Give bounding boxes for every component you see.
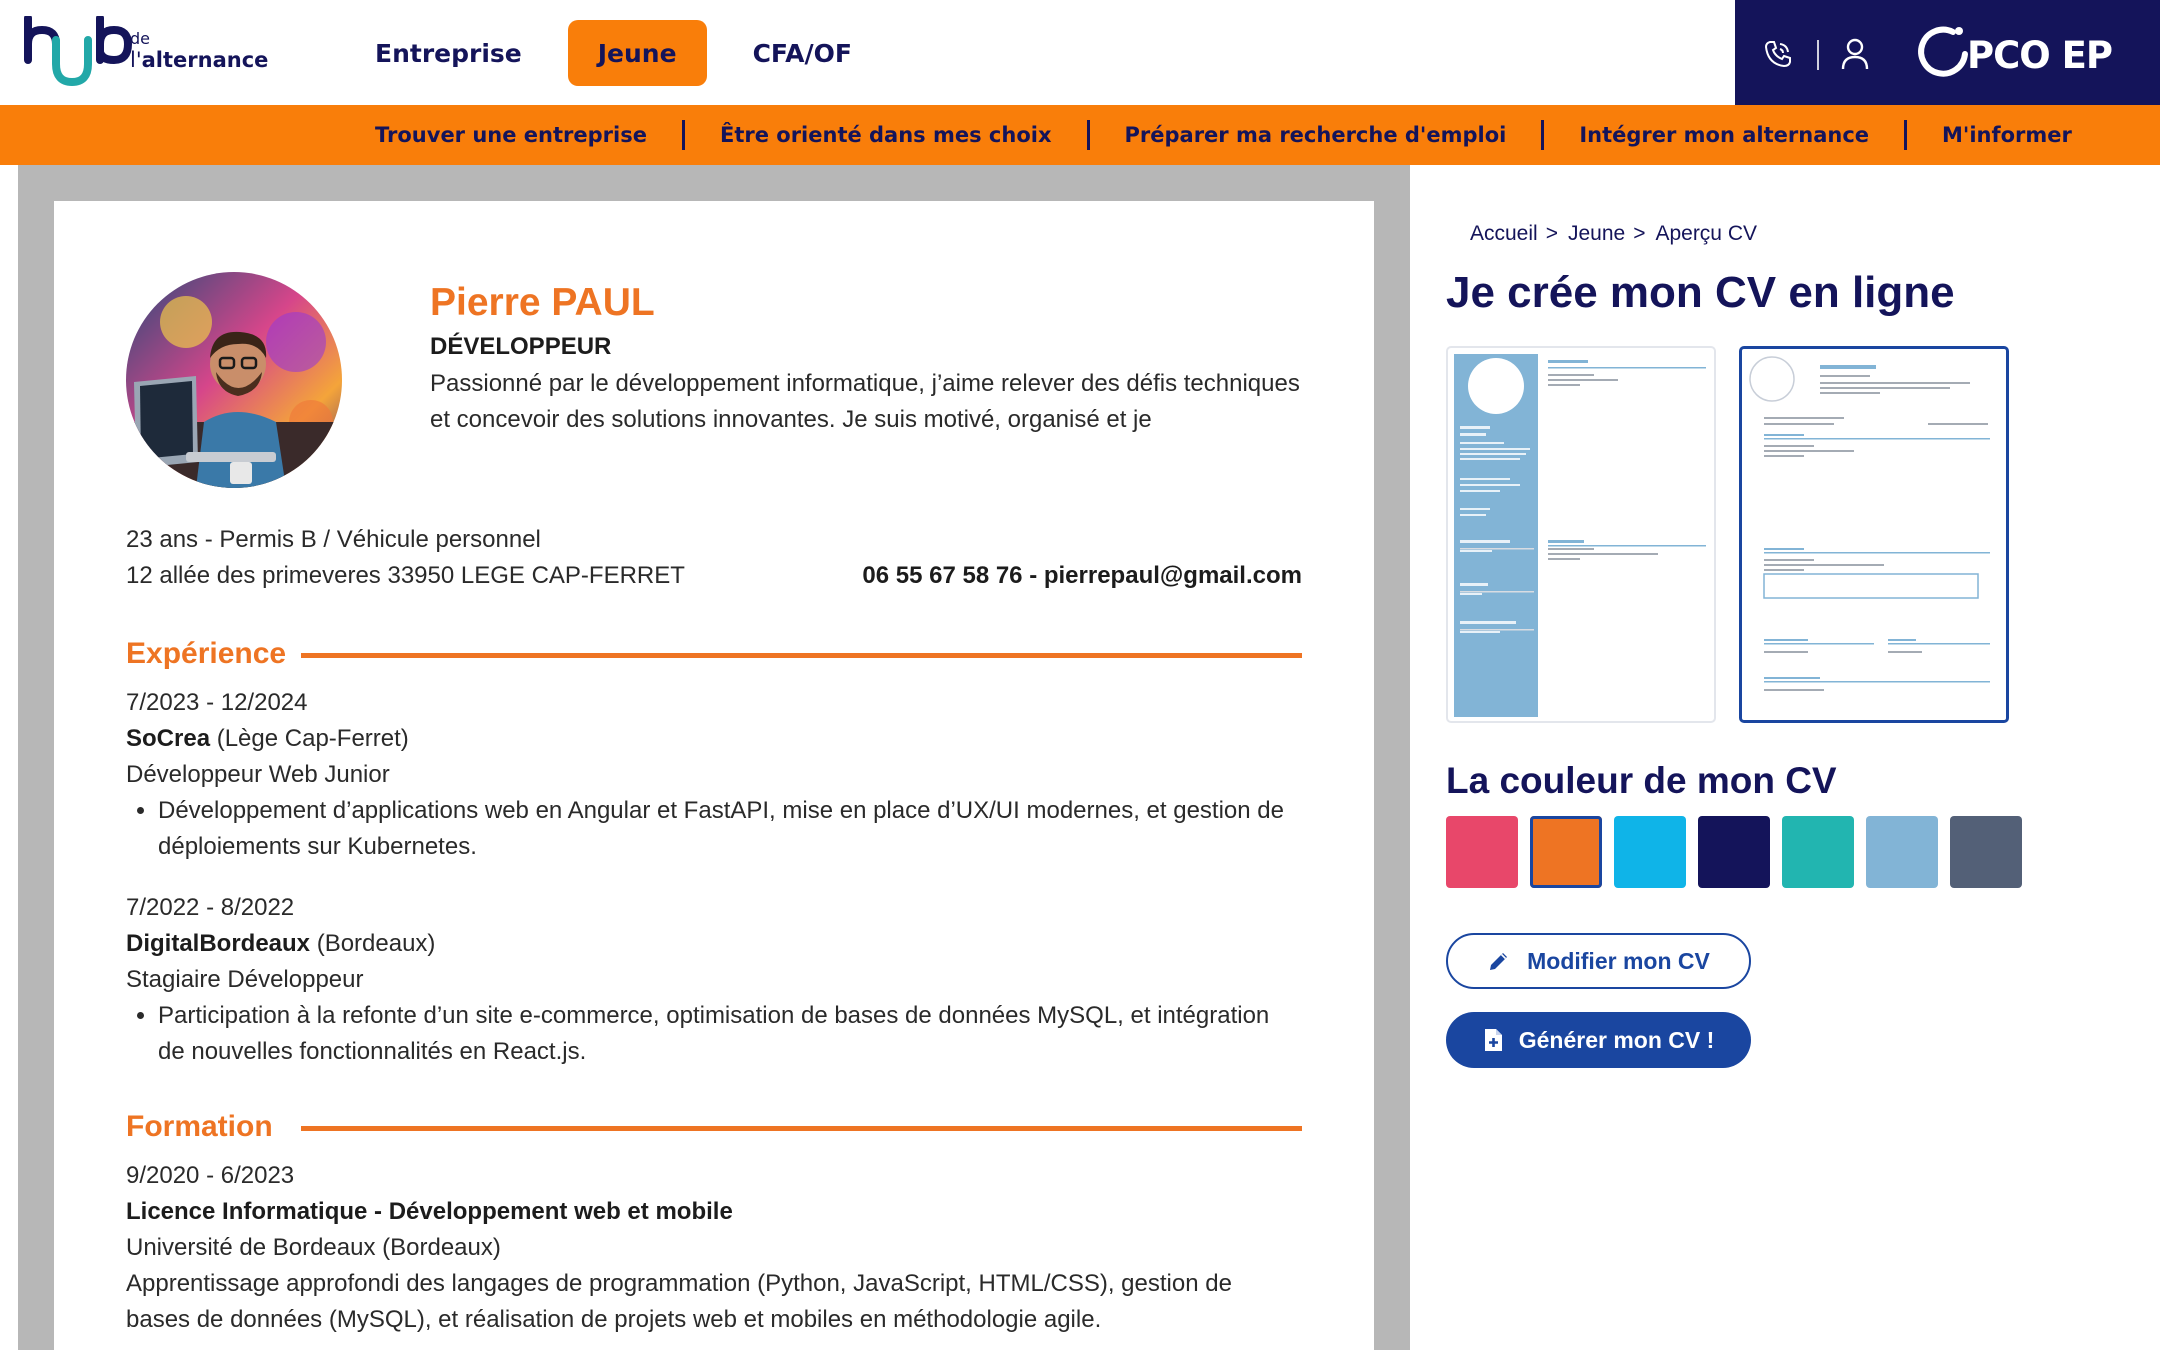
section-rule [301,653,1302,658]
breadcrumb-jeune[interactable]: Jeune [1567,222,1626,245]
color-swatch[interactable] [1782,816,1854,888]
experience-dates: 7/2022 - 8/2022 [126,894,295,921]
color-swatch[interactable] [1866,816,1938,888]
breadcrumb-apercu-cv: Aperçu CV [1655,222,1757,245]
opco-ep-text: PCO EP [1967,34,2112,77]
cv-template-classic-thumbnail [1742,349,2006,720]
cv-address: 12 allée des primeveres 33950 LEGE CAP-FERRET [126,562,685,589]
color-swatch[interactable] [1446,816,1518,888]
color-swatch[interactable] [1698,816,1770,888]
profile-photo [126,272,342,488]
file-plus-icon [1483,1028,1503,1052]
experience-location: (Lège Cap-Ferret) [216,725,409,752]
audience-tabs [345,20,882,86]
hub-alternance-logo[interactable] [22,16,272,92]
tab-entreprise[interactable]: Entreprise [375,38,522,68]
color-swatch[interactable] [1614,816,1686,888]
breadcrumb-separator: > [1633,222,1646,245]
logo-main-text [130,48,268,72]
breadcrumb [1470,222,1757,246]
color-section-title: La couleur de mon CV [1446,760,1837,801]
experience-role: Développeur Web Junior [126,761,390,788]
nav-etre-oriente[interactable]: Être orienté dans mes choix [719,123,1052,147]
page-title: Je crée mon CV en ligne [1446,268,1955,317]
experience-bullet: • Participation à la refonte d’un site e-commerce, optimisation de bases de données MySQL, et intégration de nouvelles fonctionnalités en React.js. [158,998,1302,1070]
education-description: Apprentissage approfondi des langages de programmation (Python, JavaScript, HTML/CSS), gestion de bases de données (MySQL), et réalisation de projets web et mobiles en méthodologie agile. [126,1270,1232,1333]
color-swatch[interactable] [1530,816,1602,888]
nav-preparer-recherche[interactable]: Préparer ma recherche d'emploi [1124,123,1507,147]
experience-location: (Bordeaux) [316,930,436,957]
breadcrumb-separator: > [1545,222,1558,245]
cv-template-sidebar-thumbnail [1448,348,1714,721]
experience-bullets [126,998,1302,1070]
pencil-icon [1487,949,1511,973]
logo-small-text: de [130,29,150,48]
education-degree: Licence Informatique - Développement web et mobile [126,1198,733,1225]
cv-template-sidebar[interactable] [1446,346,1716,723]
cv-bio: Passionné par le développement informatique, j’aime relever des défis techniques et concevoir des solutions innovantes. Je suis motivé, organisé et je [430,370,1300,433]
section-title-experience: Expérience [126,637,287,670]
site-header [0,0,2160,105]
color-swatches [1446,816,2022,888]
generate-cv-label: Générer mon CV ! [1518,1026,1715,1053]
nav-integrer-alternance[interactable]: Intégrer mon alternance [1579,123,1870,147]
color-swatch[interactable] [1950,816,2022,888]
nav-m-informer[interactable]: M'informer [1942,123,2072,147]
experience-bullet: • Développement d’applications web en Angular et FastAPI, mise en place d’UX/UI modernes, et gestion de déploiements sur Kubernetes. [158,793,1302,865]
header-divider [1817,40,1819,70]
experience-role: Stagiaire Développeur [126,966,364,993]
main-navigation [0,105,2160,165]
logo-main-prefix: l' [130,48,142,72]
phone-icon[interactable] [1762,38,1794,70]
education-item [126,1158,1302,1338]
experience-bullets [126,793,1302,865]
cv-name: Pierre PAUL [430,281,655,324]
experience-employer [126,926,1302,962]
breadcrumb-accueil[interactable]: Accueil [1470,222,1538,245]
education-dates: 9/2020 - 6/2023 [126,1162,295,1189]
experience-item [126,685,1302,865]
education-school: Université de Bordeaux (Bordeaux) [126,1234,501,1261]
experience-company: SoCrea [126,725,211,752]
logo-main-word: alternance [141,48,269,72]
experience-item [126,890,1302,1070]
section-rule [301,1126,1302,1131]
opco-ep-block [1735,0,2160,105]
cv-template-classic[interactable] [1739,346,2009,723]
logo-text [130,30,268,72]
nav-trouver-entreprise[interactable]: Trouver une entreprise [375,123,647,147]
tab-jeune[interactable]: Jeune [568,20,707,86]
experience-dates: 7/2023 - 12/2024 [126,689,308,716]
cv-contact: 06 55 67 58 76 - pierrepaul@gmail.com [862,562,1302,589]
hub-logo-mark [22,16,132,92]
edit-cv-label: Modifier mon CV [1527,947,1710,974]
cv-document [54,201,1374,1350]
profile-photo-illustration [126,272,342,488]
cv-job-title: DÉVELOPPEUR [430,333,612,360]
tab-cfa-of[interactable]: CFA/OF [752,38,852,68]
experience-employer [126,721,1302,757]
user-icon[interactable] [1840,37,1870,71]
generate-cv-button[interactable] [1446,1012,1751,1068]
experience-company: DigitalBordeaux [126,930,311,957]
edit-cv-button[interactable] [1446,933,1751,989]
section-title-formation: Formation [126,1110,273,1143]
cv-personal-info: 23 ans - Permis B / Véhicule personnel [126,526,541,553]
